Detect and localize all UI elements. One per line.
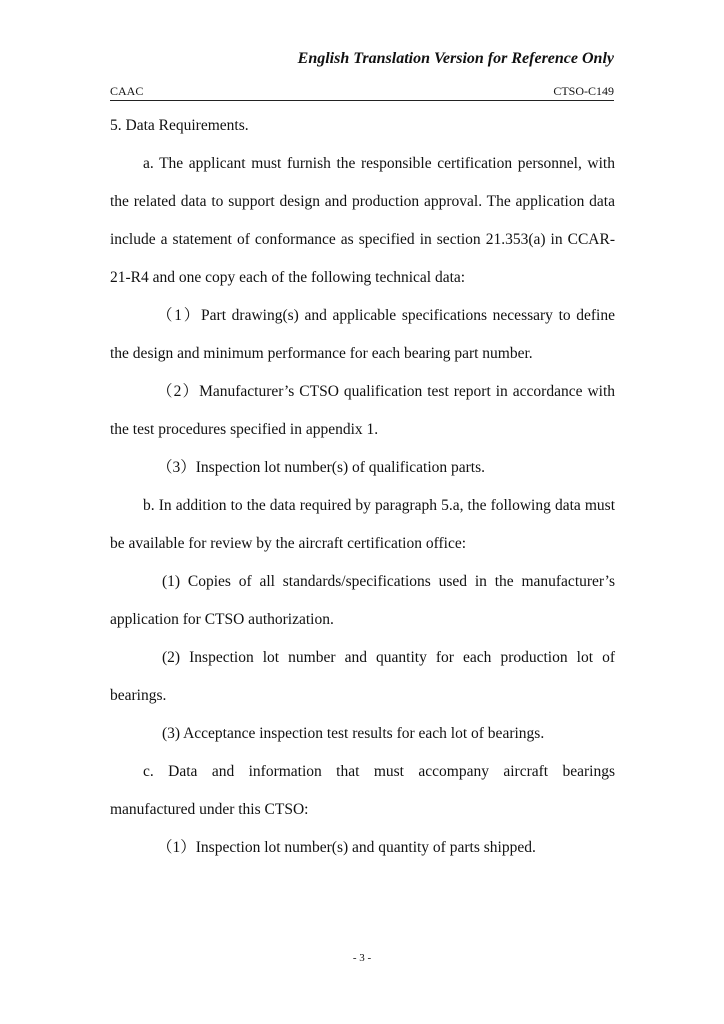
list-item-5a-1: （1）Part drawing(s) and applicable specifications necessary to define the design and minimum performance for each bearing part number. [110, 307, 615, 362]
section-heading: 5. Data Requirements. [110, 117, 249, 134]
list-item-5b-2: (2) Inspection lot number and quantity for each production lot of bearings. [110, 649, 615, 704]
list-item-5a-2: （2）Manufacturer’s CTSO qualification test report in accordance with the test procedures specified in appendix 1. [110, 383, 615, 438]
paragraph-5c: c. Data and information that must accompany aircraft bearings manufactured under this CTSO: [110, 763, 615, 818]
list-item-5b-1: (1) Copies of all standards/specifications used in the manufacturer’s application for CTSO authorization. [110, 573, 615, 628]
page-number: - 3 - [352, 952, 372, 964]
list-item-5a-3: （3）Inspection lot number(s) of qualification parts. [157, 459, 486, 476]
translation-banner: English Translation Version for Reference Only [297, 50, 614, 67]
page-header [110, 84, 614, 101]
document-body [110, 107, 615, 867]
paragraph-5b: b. In addition to the data required by paragraph 5.a, the following data must be available for review by the aircraft certification office: [110, 497, 615, 552]
list-item-5c-1: （1）Inspection lot number(s) and quantity of parts shipped. [157, 839, 536, 856]
header-doc-id: CTSO-C149 [553, 84, 614, 98]
paragraph-5a: a. The applicant must furnish the responsible certification personnel, with the related data to support design and production approval. The application data include a statement of conformance as specified in section 21.353(a) in CCAR-21-R4 and one copy each of the following technical data: [110, 155, 615, 286]
header-org: CAAC [110, 84, 144, 98]
list-item-5b-3: (3) Acceptance inspection test results for each lot of bearings. [162, 725, 545, 742]
